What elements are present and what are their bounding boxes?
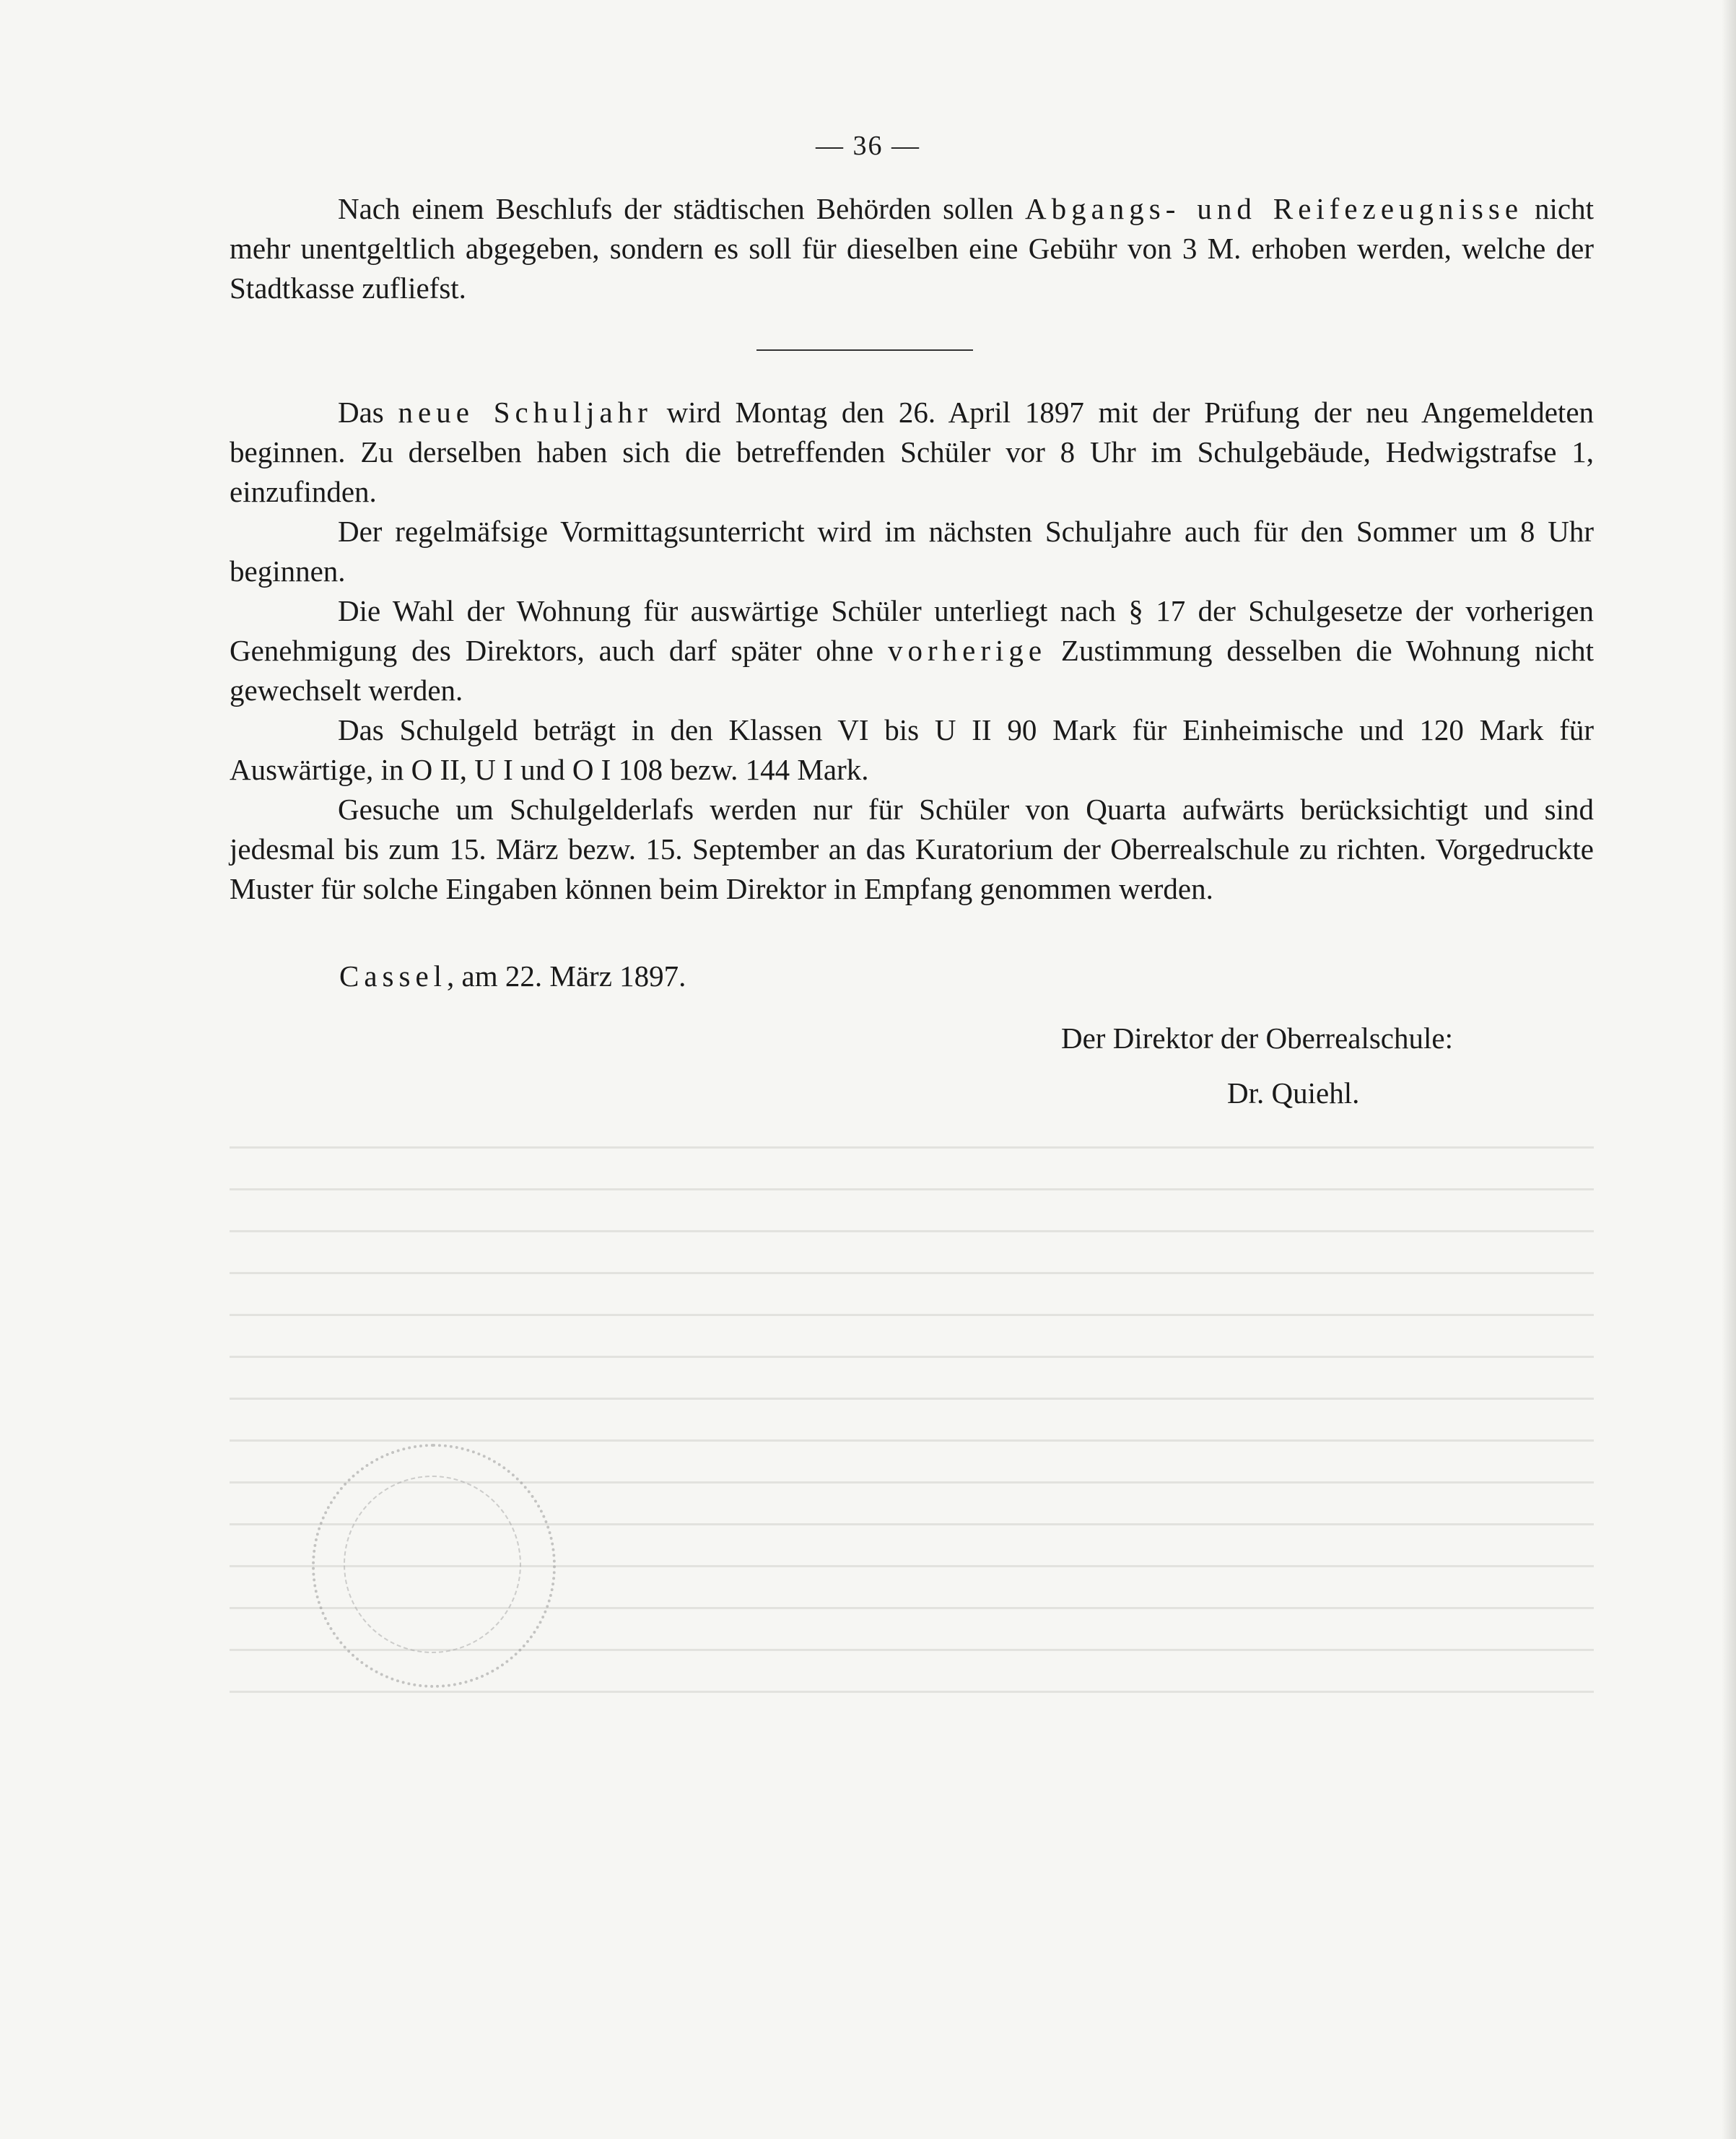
library-stamp-icon <box>312 1444 556 1688</box>
paragraph-certificate-fees <box>230 189 1594 308</box>
signature-name: Dr. Quiehl. <box>1227 1076 1360 1110</box>
fees-term: Abgangs- und Reifezeugnisse <box>1025 192 1524 225</box>
page-number: — 36 — <box>816 131 920 161</box>
paragraph-waiver: Gesuche um Schulgelderlafs werden nur für Schüler von Quarta aufwärts berücksichtigt und sind jedesmal bis zum 15. März bezw. 15. September an das Kuratorium der Oberrealschule zu richten. Vorgedruckte Muster für solche Eingaben können beim Direktor in Empfang genommen werden. <box>230 793 1594 905</box>
paragraph-morning-lessons: Der regelmäfsige Vormittagsunterricht wird im nächsten Schuljahre auch für den Sommer um 8 Uhr beginnen. <box>230 515 1594 588</box>
paragraph-tuition: Das Schulgeld beträgt in den Klassen VI bis U II 90 Mark für Einheimische und 120 Mark für Auswärtige, in O II, U I und O I 108 bezw. 144 Mark. <box>230 713 1594 786</box>
place: Cassel <box>339 959 448 993</box>
housing-intro: Die Wahl der Wohnung für auswärtige Schüler unterliegt nach § 17 der Schulgesetze der vorherigen Genehmigung des Direktors, auch darf später ohne <box>230 594 1594 667</box>
schoolyear-term: neue Schuljahr <box>398 396 653 429</box>
housing-term: vorherige <box>887 634 1047 667</box>
housing-rest: Zustimmung desselben die Wohnung nicht gewechselt werden. <box>230 634 1594 707</box>
paragraph-housing <box>230 591 1594 710</box>
page-edge-shadow <box>1722 0 1736 2139</box>
paragraph-group-schoolyear <box>230 393 1594 909</box>
signature-title: Der Direktor der Oberrealschule: <box>1061 1021 1453 1055</box>
schoolyear-rest: wird Montag den 26. April 1897 mit der Prüfung der neu Angemeldeten beginnen. Zu derselben haben sich die betreffenden Schüler vor 8 Uhr im Schulgebäude, Hedwigstrafse 1, einzufinden. <box>230 396 1595 508</box>
paragraph-new-schoolyear <box>230 393 1594 512</box>
schoolyear-intro: Das <box>338 396 398 429</box>
fees-intro: Nach einem Beschlufs der städtischen Behörden sollen <box>338 192 1025 225</box>
fees-rest: nicht mehr unentgeltlich abgegeben, sondern es soll für dieselben eine Gebühr von 3 M. erhoben werden, welche der Stadtkasse zufliefst. <box>230 192 1594 305</box>
date: , am 22. März 1897. <box>447 959 686 993</box>
place-date-line <box>339 959 686 993</box>
section-divider <box>756 349 973 351</box>
